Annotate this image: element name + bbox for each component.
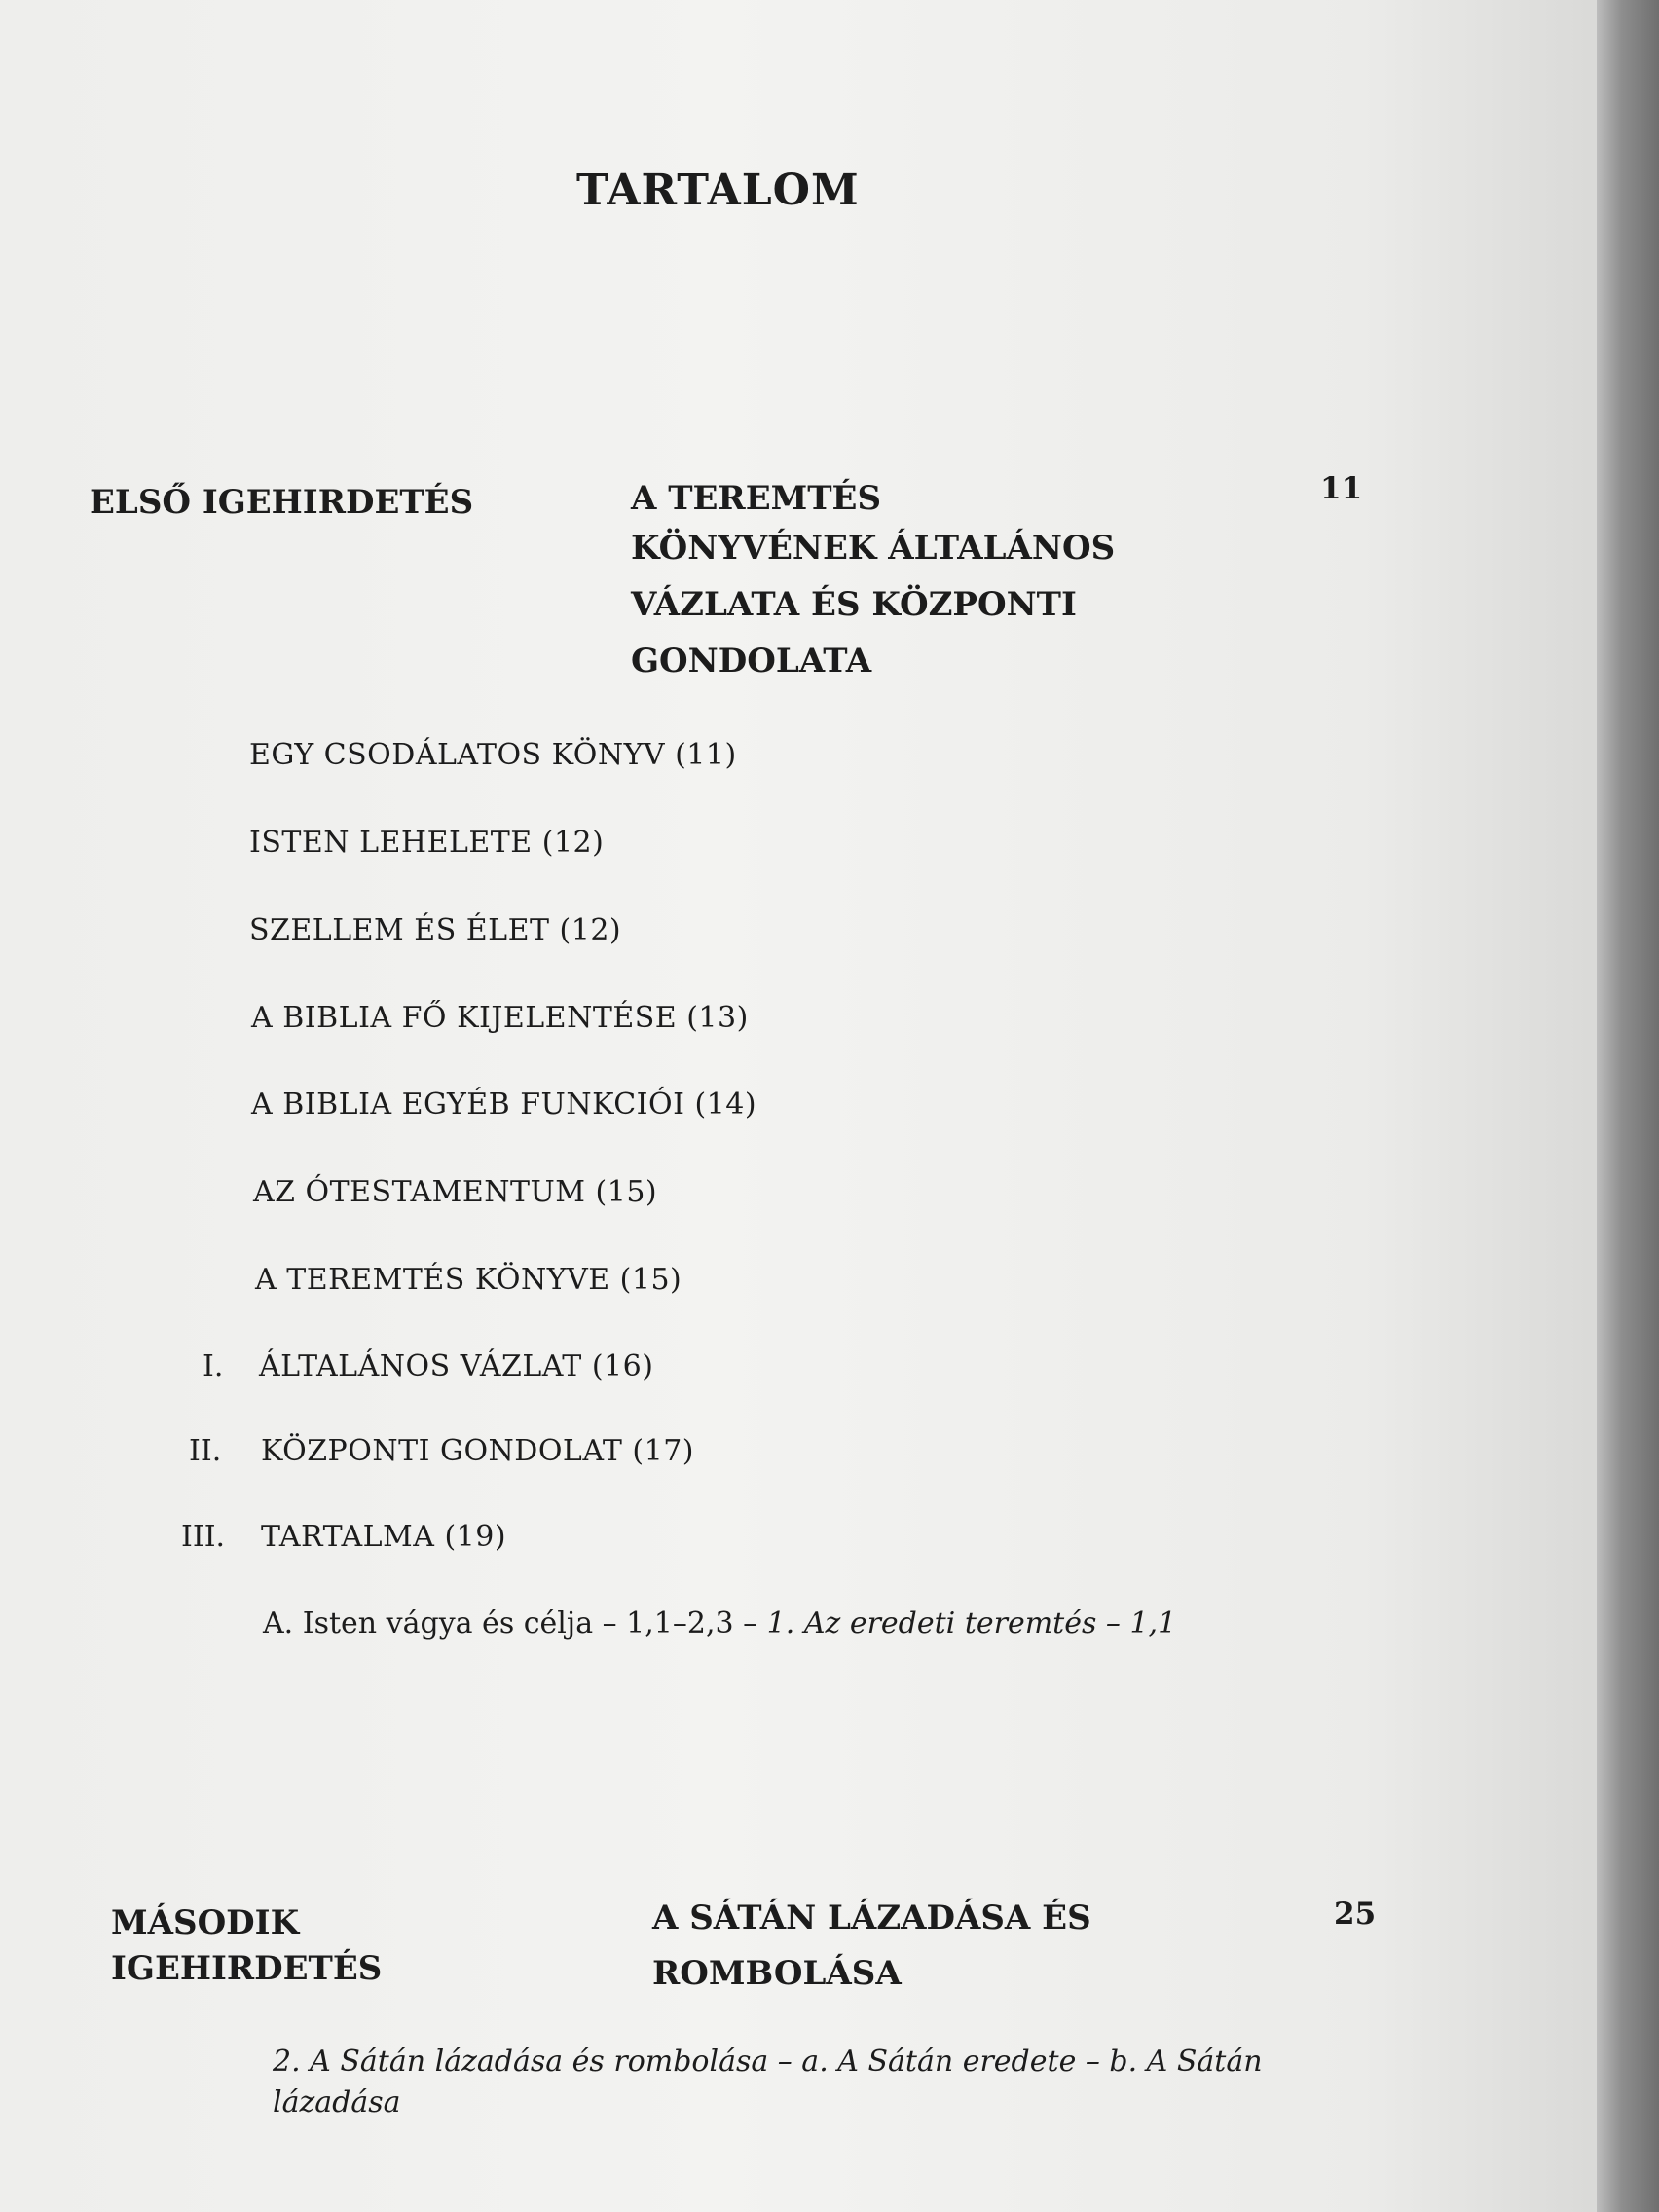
toc-entry: AZ ÓTESTAMENTUM (15) [253,1175,658,1209]
toc-entry: SZELLEM ÉS ÉLET (12) [249,913,622,947]
toc-entry: TARTALMA (19) [261,1520,507,1554]
toc-entry: EGY CSODÁLATOS KÖNYV (11) [249,738,737,772]
note-italic-text: 1. Az eredeti teremtés – 1,1 [766,1606,1177,1641]
sermon-1-page-number: 11 [1320,471,1363,506]
toc-entry: KÖZPONTI GONDOLAT (17) [261,1434,695,1468]
toc-entry: ISTEN LEHELETE (12) [249,826,605,860]
sermon-1-title-line-1: A TEREMTÉS [631,479,882,518]
toc-entry-number: I. [203,1349,224,1383]
toc-entry: ÁLTALÁNOS VÁZLAT (16) [259,1349,654,1383]
sermon-2-label-line-1: MÁSODIK [111,1903,300,1942]
sermon-2-note-line-1: 2. A Sátán lázadása és rombolása – a. A Sátán eredete – b. A Sátán [273,2045,1263,2079]
sermon-2-label-line-2: IGEHIRDETÉS [111,1949,383,1988]
toc-entry: A TEREMTÉS KÖNYVE (15) [255,1263,682,1297]
note-plain-text: A. Isten vágya és célja – 1,1–2,3 – [263,1606,767,1641]
sermon-2-title-line-2: ROMBOLÁSA [652,1954,902,1993]
sermon-2-page-number: 25 [1334,1897,1377,1932]
toc-entry-number: III. [181,1520,226,1554]
sermon-2-note-line-2: lázadása [273,2085,401,2120]
sermon-1-title-line-3: VÁZLATA ÉS KÖZPONTI [631,585,1077,624]
sermon-2-title-line-1: A SÁTÁN LÁZADÁSA ÉS [652,1899,1091,1937]
toc-entry: A BIBLIA FŐ KIJELENTÉSE (13) [251,1001,749,1035]
toc-entry: A BIBLIA EGYÉB FUNKCIÓI (14) [251,1088,757,1122]
toc-entry-number: II. [189,1434,222,1468]
sermon-1-subsection-note [263,1606,1176,1641]
page-edge [1597,0,1659,2212]
sermon-1-title-line-4: GONDOLATA [631,642,872,681]
sermon-1-label: ELSŐ IGEHIRDETÉS [90,483,474,522]
page-title: TARTALOM [576,166,860,215]
sermon-1-title-line-2: KÖNYVÉNEK ÁLTALÁNOS [631,529,1116,568]
